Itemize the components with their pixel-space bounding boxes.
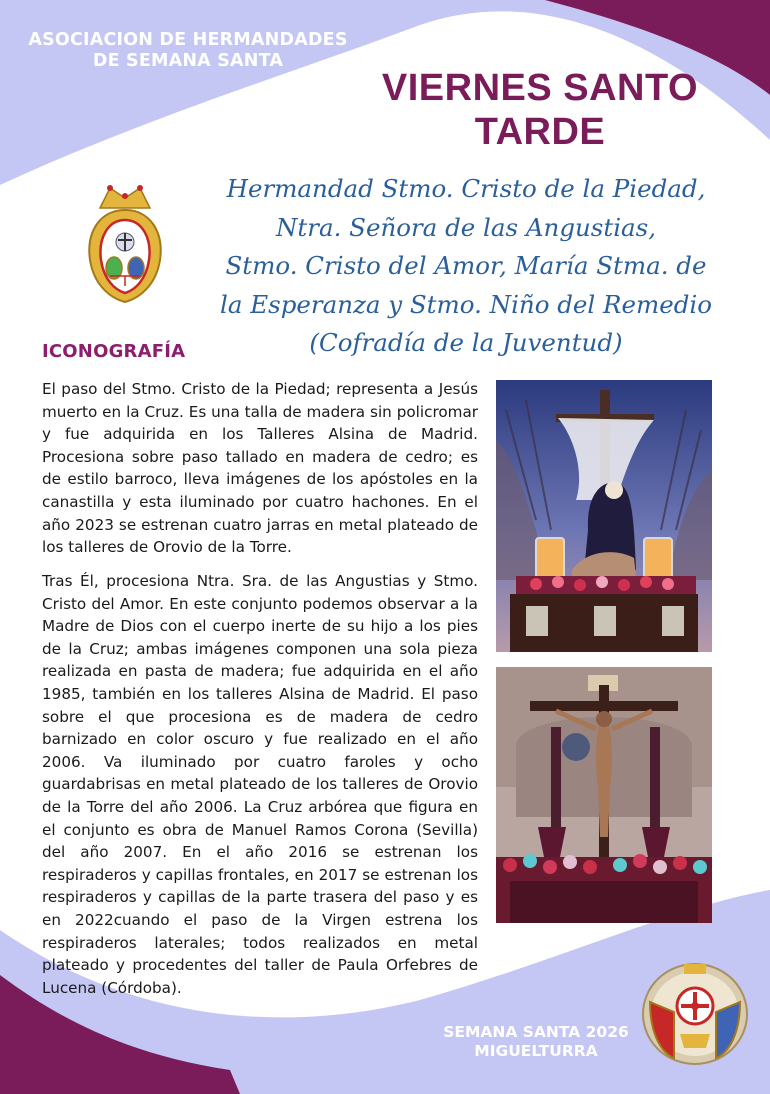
brotherhood-line-2: Ntra. Señora de las Angustias, [275,212,657,242]
brotherhood-line-4: la Esperanza y Stmo. Niño del Remedio [220,289,712,319]
title-line-2: TARDE [474,111,606,153]
section-heading: ICONOGRAFÍA [42,341,186,362]
title-line-1: VIERNES SANTO [381,67,699,109]
page-title [340,66,740,154]
footer-line-1: SEMANA SANTA 2026 [443,1023,629,1041]
footer-line-2: MIGUELTURRA [474,1042,598,1060]
brotherhood-line-3: Stmo. Cristo del Amor, María Stma. de [225,251,707,280]
association-line-2: DE SEMANA SANTA [92,51,284,71]
paragraph-1: El paso del Stmo. Cristo de la Piedad; representa a Jesús muerto en la Cruz. Es una talla de madera sin policromar y fue adquirida en los Talleres Alsina de Madrid. Procesiona sobre paso tallado en madera de cedro; es de estilo barroco, lleva imágenes de los apóstoles en la canastilla y esta iluminado por cuatro hachones. En el año 2023 se estrenan cuatro jarras en metal plateado de los talleres de Orovio de la Torre. [42,380,478,557]
brotherhood-line-1: Hermandad Stmo. Cristo de la Piedad, [226,174,706,203]
paragraph-2: Tras Él, procesiona Ntra. Sra. de las Angustias y Stmo. Cristo del Amor. En este conjunto podemos observar a la Madre de Dios con el cuerpo inerte de su hijo a los pies de la Cruz; ambas imágenes componen una sola pieza realizada en pasta de madera; fue adquirida en el año 1985, también en los talleres Alsina de Madrid. El paso sobre el que procesiona es de madera de cedro barnizado en color oscuro y fue realizado en el año 2006. Va iluminado por cuatro faroles y ocho guardabrisas en metal plateado de los talleres de Orovio de la Torre del año 2006. La Cruz arbórea que figura en el conjunto es obra de Manuel Ramos Corona (Sevilla) del año 2007. En el año 2016 se estrenan los respiraderos y capillas frontales, en 2017 se estrenan los respiraderos y capillas de la parte trasera del paso y es en 2022cuando el paso de la Virgen estrena los respiraderos laterales; todos realizados en metal plateado y procedentes del taller de Paula Orfebres de Lucena (Córdoba). [42,572,478,997]
brotherhood-line-5: (Cofradía de la Juventud) [309,328,623,357]
association-line-1: ASOCIACION DE HERMANDADES [28,30,348,50]
association-emblem-icon [640,962,750,1066]
procession-photo-cristo-amor [496,667,712,923]
brotherhood-name [186,170,746,363]
brotherhood-crest-icon [80,180,170,310]
procession-photo-piedad [496,380,712,652]
footer-caption [420,1023,652,1061]
association-name [0,30,376,72]
